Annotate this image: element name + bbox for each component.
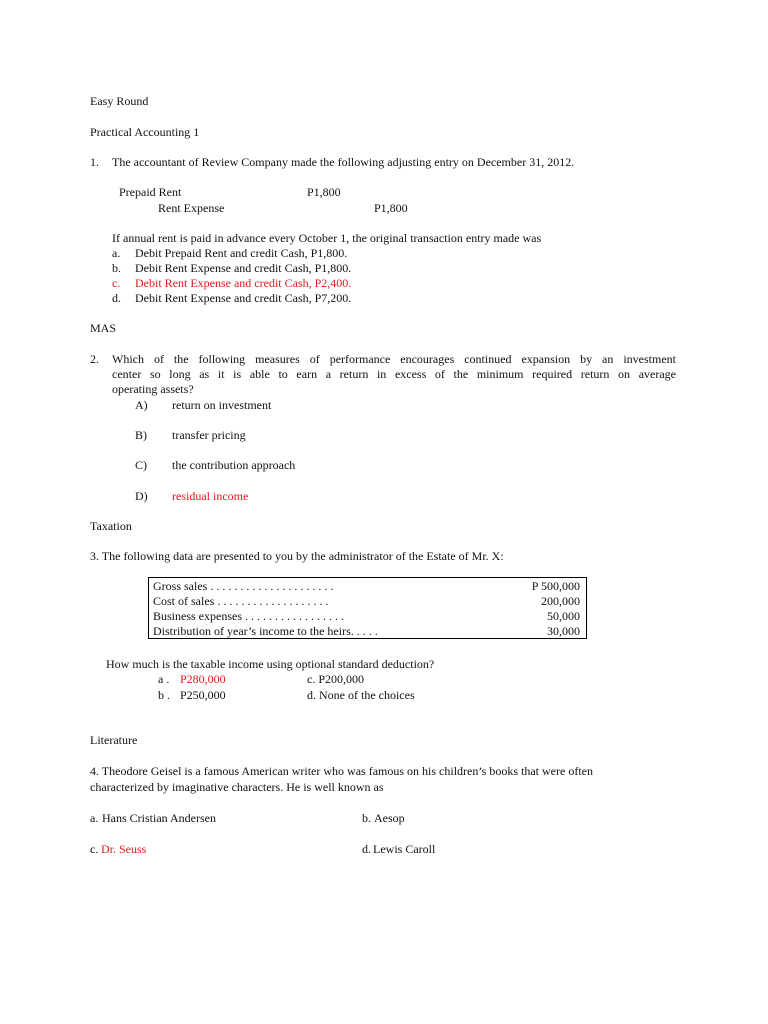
question-4-line-2: characterized by imaginative characters. He is well known as bbox=[90, 780, 384, 794]
question-3-prompt: How much is the taxable income using optional standard deduction? bbox=[106, 657, 435, 671]
choice-letter: A) bbox=[135, 398, 148, 412]
choice-letter-correct: c. bbox=[112, 276, 121, 290]
choice-text: Aesop bbox=[374, 811, 405, 825]
choice-letter: b. bbox=[362, 811, 371, 825]
table-row-amount: 50,000 bbox=[547, 609, 580, 623]
choice-letter: a . bbox=[158, 672, 170, 686]
choice-text: Hans Cristian Andersen bbox=[102, 811, 216, 825]
table-row bbox=[153, 594, 580, 608]
choice-letter: C) bbox=[135, 458, 147, 472]
question-3-text: 3. The following data are presented to you by the administrator of the Estate of Mr. X: bbox=[90, 549, 504, 563]
table-row-amount: 200,000 bbox=[541, 594, 580, 608]
estate-data-table bbox=[148, 577, 587, 639]
table-row-label: Distribution of year’s income to the heirs. . . . . bbox=[153, 624, 378, 638]
question-2-line-2: center so long as it is able to earn a return in excess of the minimum required return on average bbox=[112, 367, 676, 381]
round-title: Easy Round bbox=[90, 94, 149, 108]
choice-text-correct: P280,000 bbox=[180, 672, 226, 686]
choice-text-correct: Dr. Seuss bbox=[101, 842, 147, 856]
table-row-amount: P 500,000 bbox=[531, 579, 580, 593]
question-1-prompt: If annual rent is paid in advance every October 1, the original transaction entry made was bbox=[112, 231, 542, 245]
question-2-number: 2. bbox=[90, 352, 99, 366]
section-title-practical-accounting: Practical Accounting 1 bbox=[90, 125, 200, 139]
choice-text: Debit Rent Expense and credit Cash, P7,200. bbox=[135, 291, 352, 305]
choice-text: the contribution approach bbox=[172, 458, 296, 472]
choice-letter: B) bbox=[135, 428, 147, 442]
entry-credit-amount: P1,800 bbox=[374, 201, 408, 215]
table-row bbox=[153, 609, 580, 623]
choice-text-correct: Debit Rent Expense and credit Cash, P2,400. bbox=[135, 276, 352, 290]
table-row-label: Cost of sales . . . . . . . . . . . . . . . . . . . bbox=[153, 594, 329, 608]
choice-text: Debit Rent Expense and credit Cash, P1,800. bbox=[135, 261, 352, 275]
choice-letter: b. bbox=[112, 261, 121, 275]
section-title-mas: MAS bbox=[90, 321, 117, 335]
choice-text: c. P200,000 bbox=[307, 672, 364, 686]
choice-text: d. None of the choices bbox=[307, 688, 415, 702]
choice-text: transfer pricing bbox=[172, 428, 246, 442]
question-1-text: The accountant of Review Company made the following adjusting entry on December 31, 2012. bbox=[112, 155, 575, 169]
choice-letter: c. bbox=[90, 842, 99, 856]
choice-text: Lewis Caroll bbox=[373, 842, 436, 856]
table-row-label: Gross sales . . . . . . . . . . . . . . . . . . . . . bbox=[153, 579, 334, 593]
table-row-amount: 30,000 bbox=[547, 624, 580, 638]
section-title-taxation: Taxation bbox=[90, 519, 132, 533]
question-4-line-1: 4. Theodore Geisel is a famous American writer who was famous on his children’s books that were often bbox=[90, 764, 593, 778]
section-title-literature: Literature bbox=[90, 733, 138, 747]
entry-debit-amount: P1,800 bbox=[307, 185, 341, 199]
choice-letter: a. bbox=[90, 811, 99, 825]
entry-credit-account: Rent Expense bbox=[158, 201, 225, 215]
table-row bbox=[153, 579, 580, 593]
choice-letter: a. bbox=[112, 246, 121, 260]
choice-text: return on investment bbox=[172, 398, 272, 412]
choice-letter: b . bbox=[158, 688, 170, 702]
choice-text-correct: residual income bbox=[172, 489, 249, 503]
table-row-label: Business expenses . . . . . . . . . . . . . . . . . bbox=[153, 609, 344, 623]
entry-debit-account: Prepaid Rent bbox=[119, 185, 182, 199]
choice-text: P250,000 bbox=[180, 688, 226, 702]
choice-letter: D) bbox=[135, 489, 148, 503]
choice-letter: d. bbox=[112, 291, 121, 305]
choice-text: Debit Prepaid Rent and credit Cash, P1,800. bbox=[135, 246, 348, 260]
table-row bbox=[153, 624, 580, 638]
question-2-line-3: operating assets? bbox=[112, 382, 194, 396]
choice-letter: d. bbox=[362, 842, 371, 856]
question-1-number: 1. bbox=[90, 155, 99, 169]
question-2-line-1: Which of the following measures of performance encourages continued expansion by an investment bbox=[112, 352, 676, 366]
